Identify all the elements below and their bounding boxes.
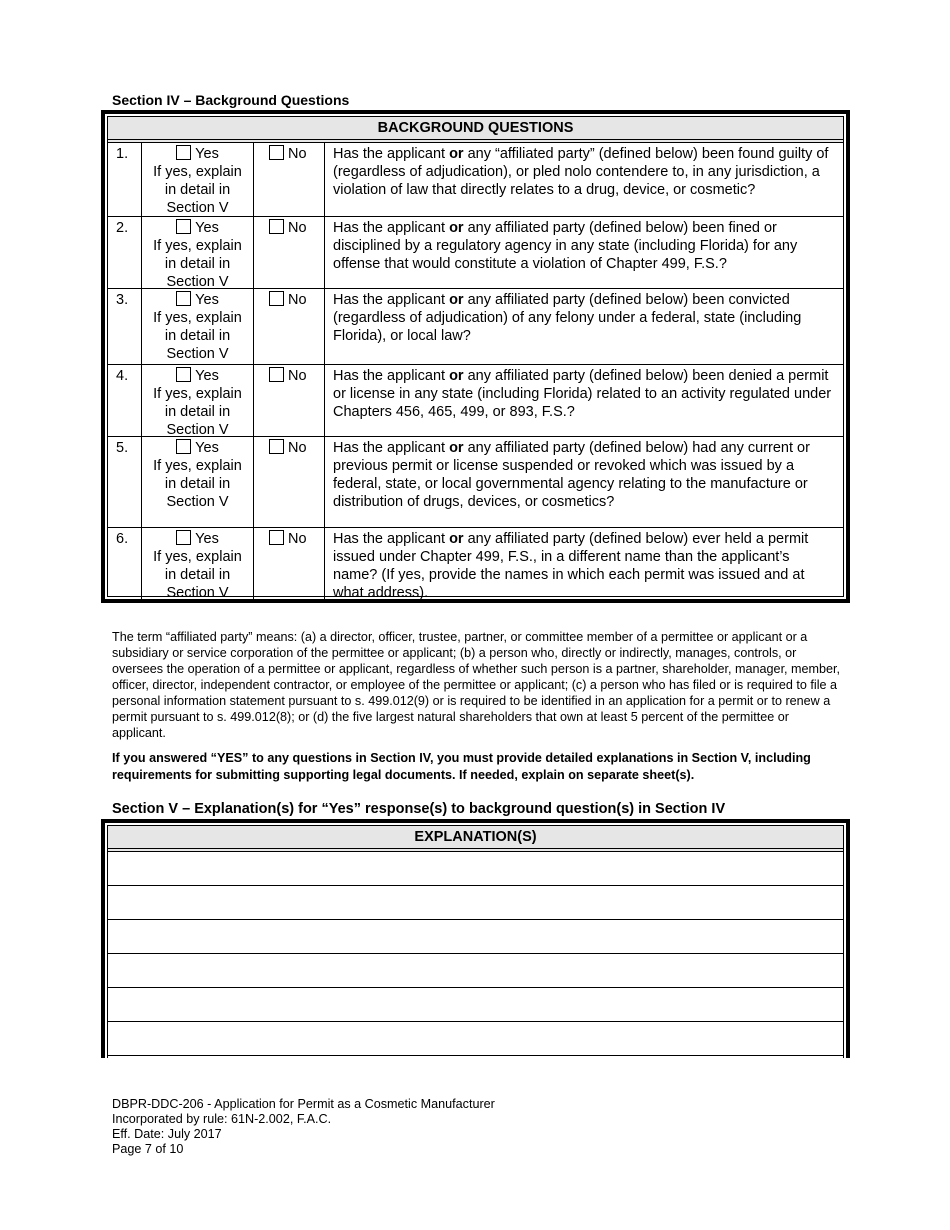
no-label: No bbox=[288, 220, 307, 236]
footer-page-number: Page 7 of 10 bbox=[112, 1142, 184, 1156]
no-checkbox[interactable] bbox=[269, 367, 284, 382]
section-iv-title-prefix: Section IV bbox=[112, 92, 180, 108]
no-label: No bbox=[288, 368, 307, 384]
yes-checkbox[interactable] bbox=[176, 219, 191, 234]
question-text-part: any “affiliated party” (defined below) been found guilty of (regardless of adjudication), or pled nolo contendere to, in any jurisdiction, a violation of law that directly relates to a drug, device, or cosmetic? bbox=[333, 146, 829, 198]
question-text-part: Has the applicant bbox=[333, 368, 450, 384]
yes-label: Yes bbox=[195, 440, 219, 456]
footer-form-id: DBPR-DDC-206 - Application for Permit as a Cosmetic Manufacturer bbox=[112, 1097, 495, 1111]
question-row-4 bbox=[108, 365, 843, 437]
question-number: 6. bbox=[108, 528, 142, 600]
explanation-row-4[interactable] bbox=[108, 954, 843, 988]
section-iv-title-suffix: Background Questions bbox=[195, 92, 350, 108]
question-text-bold: or bbox=[449, 220, 464, 236]
no-checkbox[interactable] bbox=[269, 145, 284, 160]
question-number: 5. bbox=[108, 437, 142, 527]
question-text bbox=[325, 143, 843, 216]
background-questions-header: BACKGROUND QUESTIONS bbox=[108, 117, 843, 143]
yes-cell bbox=[142, 528, 254, 600]
yes-note-line: If yes, explain bbox=[153, 164, 242, 180]
yes-label: Yes bbox=[195, 531, 219, 547]
yes-note-line: Section V bbox=[166, 585, 229, 601]
question-number: 2. bbox=[108, 217, 142, 288]
no-label: No bbox=[288, 146, 307, 162]
no-label: No bbox=[288, 292, 307, 308]
yes-checkbox[interactable] bbox=[176, 439, 191, 454]
yes-cell bbox=[142, 143, 254, 216]
footer-rule: Incorporated by rule: 61N-2.002, F.A.C. bbox=[112, 1112, 332, 1126]
section-iv-title-dash: – bbox=[179, 92, 196, 108]
no-checkbox[interactable] bbox=[269, 439, 284, 454]
question-number: 4. bbox=[108, 365, 142, 436]
question-number: 1. bbox=[108, 143, 142, 216]
question-text-part: Has the applicant bbox=[333, 531, 450, 547]
yes-label: Yes bbox=[195, 220, 219, 236]
explanations-inner bbox=[107, 825, 844, 1058]
yes-note-line: in detail in bbox=[164, 256, 231, 272]
background-questions-table bbox=[101, 110, 850, 603]
yes-checkbox[interactable] bbox=[176, 367, 191, 382]
question-text-part: Has the applicant bbox=[333, 292, 450, 308]
yes-note-line: If yes, explain bbox=[153, 549, 242, 565]
yes-note-line: in detail in bbox=[164, 567, 231, 583]
yes-note-line: Section V bbox=[166, 274, 229, 290]
question-text bbox=[325, 437, 843, 527]
footer-eff-date: Eff. Date: July 2017 bbox=[112, 1127, 222, 1141]
yes-note-line: Section V bbox=[166, 200, 229, 216]
question-text bbox=[325, 289, 843, 364]
yes-checkbox[interactable] bbox=[176, 145, 191, 160]
no-label: No bbox=[288, 440, 307, 456]
question-row-5 bbox=[108, 437, 843, 528]
no-checkbox[interactable] bbox=[269, 291, 284, 306]
question-text-bold: or bbox=[449, 440, 464, 456]
explanations-header: EXPLANATION(S) bbox=[108, 826, 843, 852]
yes-checkbox[interactable] bbox=[176, 291, 191, 306]
explanation-row-3[interactable] bbox=[108, 920, 843, 954]
question-text-part: any affiliated party (defined below) been convicted (regardless of adjudication) of any felony under a federal, state (including Florida), or local law? bbox=[333, 292, 802, 344]
question-text-part: Has the applicant bbox=[333, 220, 450, 236]
question-text-part: any affiliated party (defined below) been denied a permit or license in any state (including Florida) related to an activity regulated under Chapters 456, 465, 499, or 893, F.S.? bbox=[333, 368, 832, 420]
yes-note-line: If yes, explain bbox=[153, 386, 242, 402]
yes-note-line: in detail in bbox=[164, 404, 231, 420]
question-text-bold: or bbox=[449, 146, 464, 162]
question-text-bold: or bbox=[449, 292, 464, 308]
yes-note-line: If yes, explain bbox=[153, 238, 242, 254]
yes-answer-instruction: If you answered “YES” to any questions in Section IV, you must provide detailed explanations in Section V, including requirements for submitting supporting legal documents. If needed, explain on separate sheet(s). bbox=[112, 751, 811, 782]
question-row-1 bbox=[108, 143, 843, 217]
yes-label: Yes bbox=[195, 292, 219, 308]
no-cell bbox=[254, 528, 325, 600]
question-row-3 bbox=[108, 289, 843, 365]
section-v-title: Section V – Explanation(s) for “Yes” response(s) to background question(s) in Section IV bbox=[112, 801, 726, 817]
no-checkbox[interactable] bbox=[269, 530, 284, 545]
yes-cell bbox=[142, 365, 254, 436]
question-number: 3. bbox=[108, 289, 142, 364]
question-text-bold: or bbox=[449, 368, 464, 384]
question-text-part: Has the applicant bbox=[333, 146, 450, 162]
question-text-part: any affiliated party (defined below) had any current or previous permit or license suspended or revoked which was issued by a federal, state, or local governmental agency relating to the manufacture or distribution of drugs, devices, or cosmetics? bbox=[333, 440, 810, 510]
no-cell bbox=[254, 437, 325, 527]
question-text-part: any affiliated party (defined below) ever held a permit issued under Chapter 499, F.S., in a different name than the applicant’s name? (If yes, provide the names in which each permit was issued and at what address). bbox=[333, 531, 809, 601]
question-text-part: any affiliated party (defined below) been fined or disciplined by a regulatory agency in any state (including Florida) for any offense that would constitute a violation of Chapter 499, F.S.? bbox=[333, 220, 798, 272]
no-label: No bbox=[288, 531, 307, 547]
yes-note-line: in detail in bbox=[164, 476, 231, 492]
explanations-table bbox=[101, 819, 850, 1058]
question-row-6 bbox=[108, 528, 843, 600]
yes-cell bbox=[142, 217, 254, 288]
question-text bbox=[325, 528, 843, 600]
yes-label: Yes bbox=[195, 146, 219, 162]
question-row-2 bbox=[108, 217, 843, 289]
yes-note-line: Section V bbox=[166, 494, 229, 510]
yes-note-line: If yes, explain bbox=[153, 458, 242, 474]
no-cell bbox=[254, 289, 325, 364]
question-text-bold: or bbox=[449, 531, 464, 547]
yes-note-line: in detail in bbox=[164, 182, 231, 198]
yes-checkbox[interactable] bbox=[176, 530, 191, 545]
affiliated-party-definition: The term “affiliated party” means: (a) a director, officer, trustee, partner, or committee member of a permittee or applicant or a subsidiary or service corporation of the permittee or applicant; (b) a person who, directly or indirectly, manages, controls, or oversees the operation of a permittee or applicant, regardless of whether such person is a partner, shareholder, manager, member, officer, director, independent contractor, or employee of the permittee or applicant; (c) a person who has filed or is required to file a personal information statement pursuant to s. 499.012(9) or is required to be identified in an application for a permit or to renew a permit pursuant to s. 499.012(8); or (d) the five largest natural shareholders that own at least 5 percent of the permittee or applicant. bbox=[112, 630, 841, 740]
yes-cell bbox=[142, 289, 254, 364]
yes-note-line: Section V bbox=[166, 346, 229, 362]
no-cell bbox=[254, 217, 325, 288]
page-footer bbox=[112, 1097, 495, 1157]
yes-note-line: If yes, explain bbox=[153, 310, 242, 326]
yes-note-line: in detail in bbox=[164, 328, 231, 344]
explanation-row-2[interactable] bbox=[108, 886, 843, 920]
section-iv-title bbox=[112, 92, 349, 108]
question-text bbox=[325, 217, 843, 288]
question-text-part: Has the applicant bbox=[333, 440, 450, 456]
yes-note-line: Section V bbox=[166, 422, 229, 438]
no-cell bbox=[254, 365, 325, 436]
question-text bbox=[325, 365, 843, 436]
explanation-row-1[interactable] bbox=[108, 852, 843, 886]
yes-cell bbox=[142, 437, 254, 527]
no-checkbox[interactable] bbox=[269, 219, 284, 234]
explanation-row-5[interactable] bbox=[108, 988, 843, 1022]
no-cell bbox=[254, 143, 325, 216]
yes-label: Yes bbox=[195, 368, 219, 384]
background-questions-inner bbox=[107, 116, 844, 601]
explanation-row-6[interactable] bbox=[108, 1022, 843, 1056]
